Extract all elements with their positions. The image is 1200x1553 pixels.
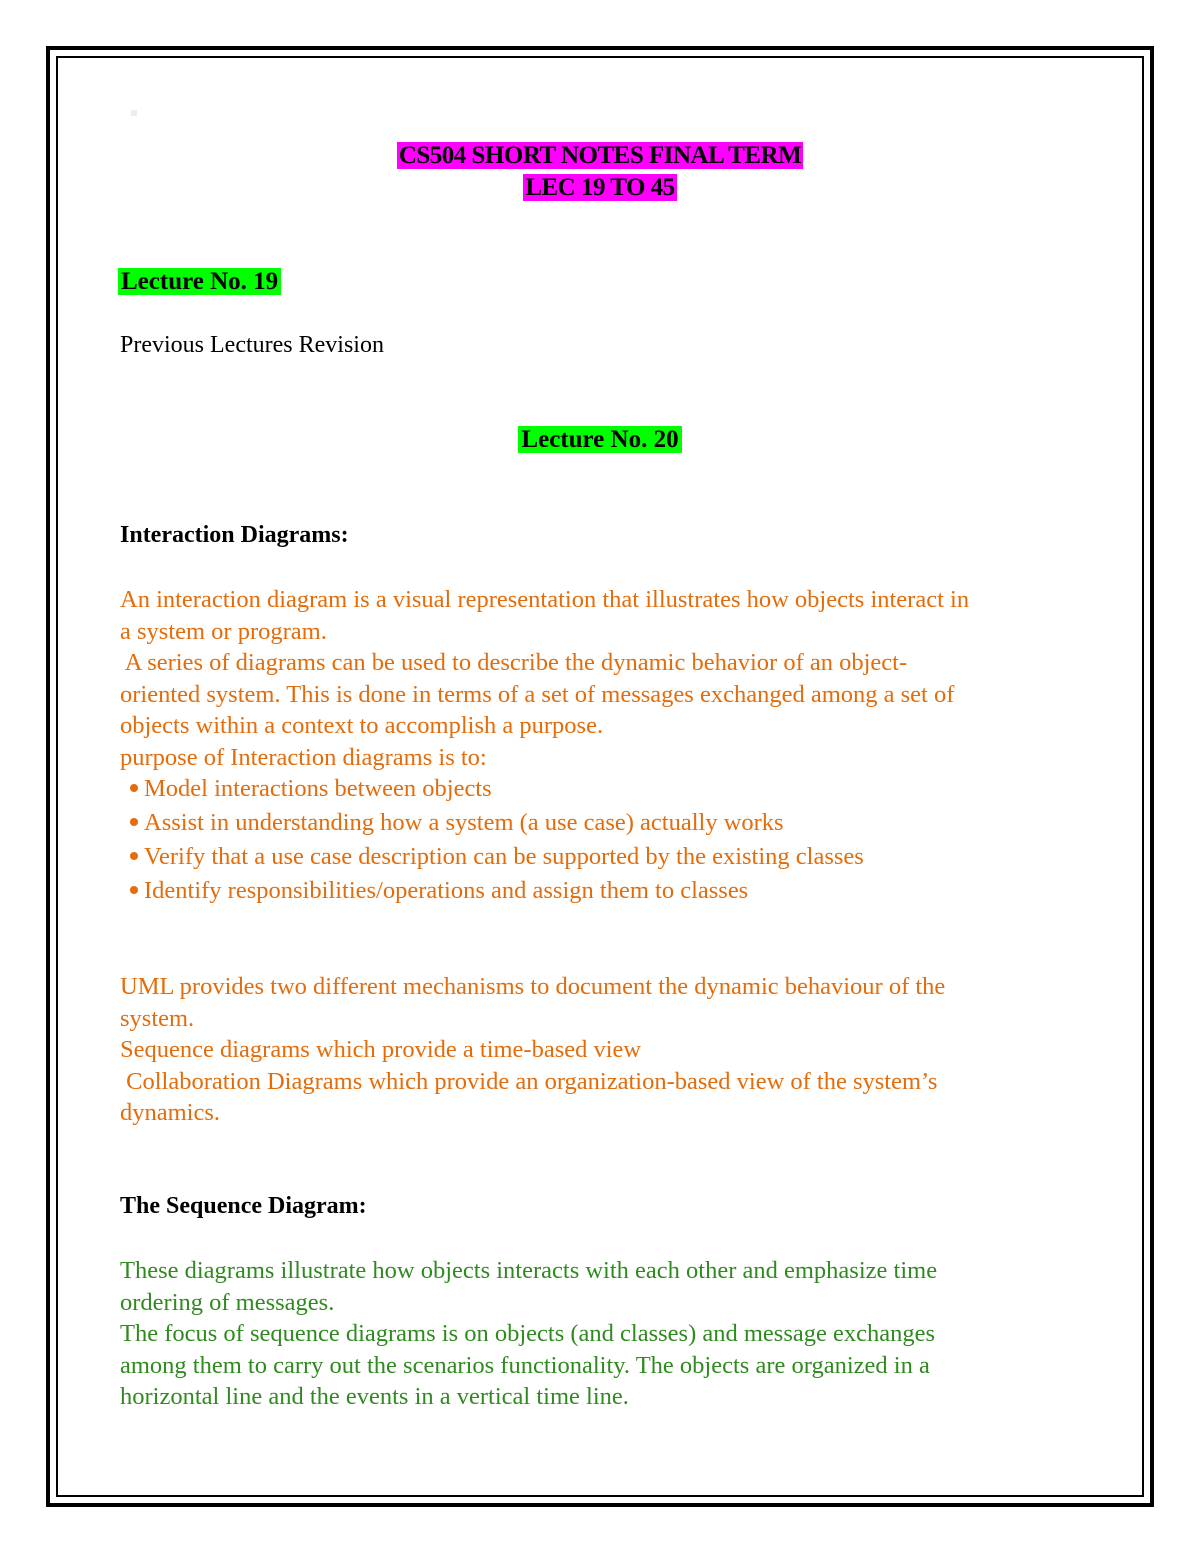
- sequence-paragraph: [120, 1255, 937, 1413]
- text-line: Sequence diagrams which provide a time-based view: [120, 1036, 642, 1063]
- interaction-diagrams-heading: Interaction Diagrams:: [120, 522, 349, 548]
- doc-title-line1: [0, 142, 1200, 170]
- text-line: horizontal line and the events in a vertical time line.: [120, 1383, 629, 1410]
- sequence-diagram-heading: The Sequence Diagram:: [120, 1193, 367, 1219]
- uml-paragraph: [120, 971, 945, 1129]
- title-highlight-1: CS504 SHORT NOTES FINAL TERM: [398, 142, 802, 169]
- text-line: a system or program.: [120, 617, 327, 645]
- title-highlight-2: LEC 19 TO 45: [525, 174, 675, 201]
- lecture-19-text: Previous Lectures Revision: [120, 332, 384, 358]
- text-line: dynamics.: [120, 1099, 221, 1126]
- text-line: UML provides two different mechanisms to document the dynamic behaviour of the: [120, 973, 946, 1000]
- list-item: Model interactions between objects: [120, 772, 864, 806]
- lecture-20-heading: Lecture No. 20: [0, 426, 1200, 454]
- text-line: ordering of messages.: [120, 1288, 335, 1316]
- purpose-bullet-list: [120, 772, 864, 908]
- text-line: These diagrams illustrate how objects interacts with each other and emphasize time: [120, 1257, 938, 1284]
- bullet-icon: [130, 784, 138, 792]
- text-line: among them to carry out the scenarios functionality. The objects are organized in a: [120, 1351, 930, 1379]
- text-line: oriented system. This is done in terms of a set of messages exchanged among a set of: [120, 680, 955, 708]
- text-line: A series of diagrams can be used to describe the dynamic behavior of an object-: [120, 649, 908, 676]
- decorative-mark: [131, 110, 137, 116]
- list-item: Identify responsibilities/operations and assign them to classes: [120, 874, 864, 908]
- doc-title-line2: [0, 174, 1200, 202]
- text-line: objects within a context to accomplish a purpose.: [120, 712, 604, 739]
- bullet-icon: [130, 852, 138, 860]
- text-line: system.: [120, 1004, 195, 1032]
- list-item: Verify that a use case description can be supported by the existing classes: [120, 840, 864, 874]
- list-item: Assist in understanding how a system (a use case) actually works: [120, 806, 864, 840]
- bullet-icon: [130, 818, 138, 826]
- interaction-paragraph: [120, 584, 969, 773]
- text-line: An interaction diagram is a visual representation that illustrates how objects interact in: [120, 586, 970, 613]
- text-line: purpose of Interaction diagrams is to:: [120, 743, 487, 771]
- text-line: The focus of sequence diagrams is on objects (and classes) and message exchanges: [120, 1320, 936, 1347]
- text-line: Collaboration Diagrams which provide an organization-based view of the system’s: [120, 1067, 938, 1095]
- bullet-icon: [130, 886, 138, 894]
- lecture-19-heading: Lecture No. 19: [118, 268, 281, 296]
